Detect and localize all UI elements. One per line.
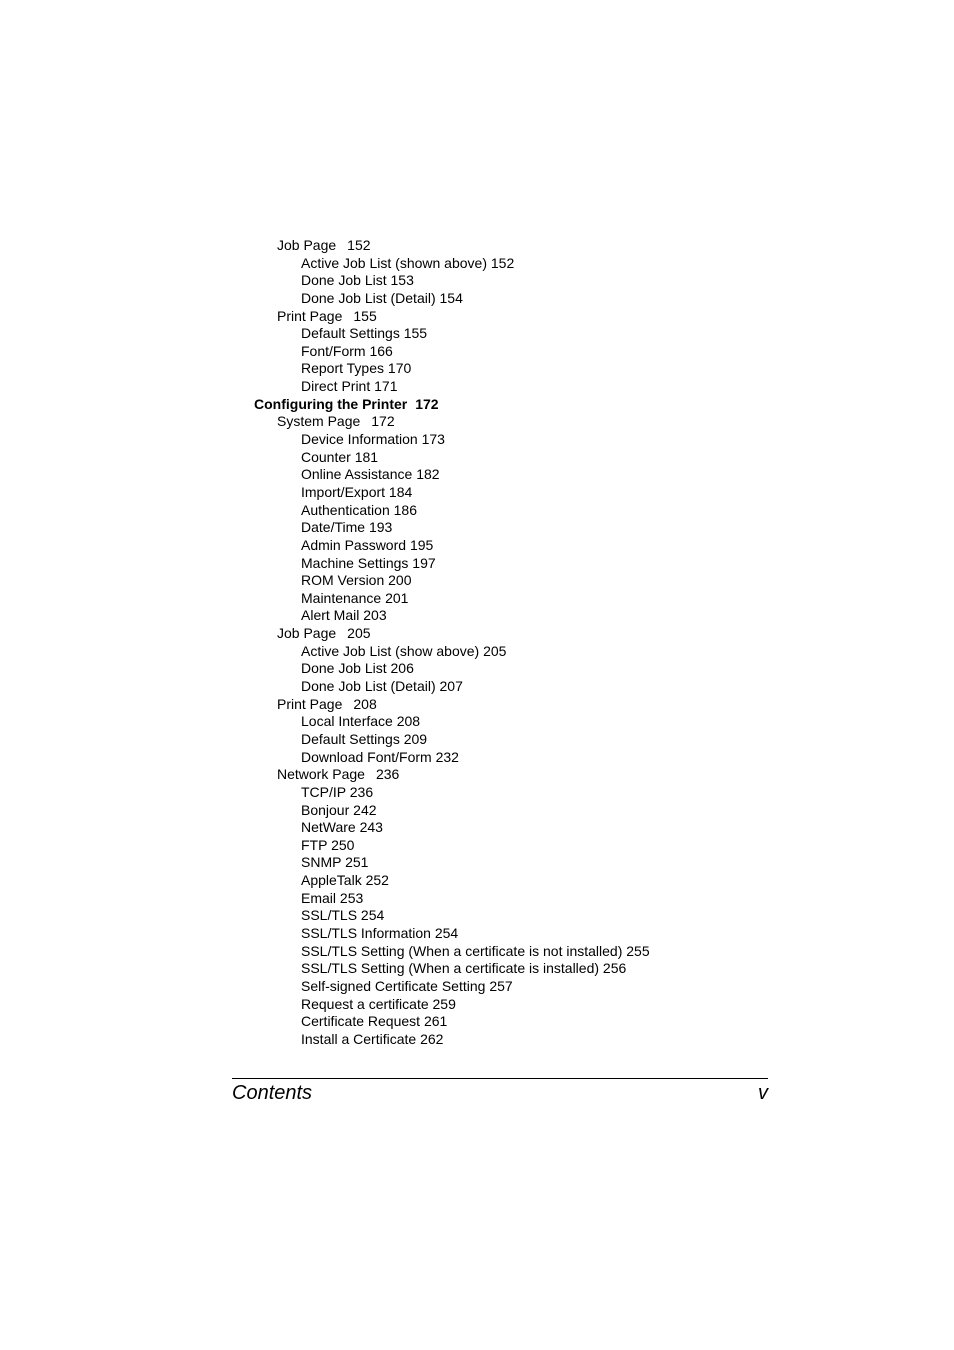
- toc-entry-title: Done Job List (Detail): [301, 678, 436, 695]
- toc-entry-page-number: 236: [349, 783, 374, 800]
- toc-entry-title: Certificate Request: [301, 1013, 421, 1030]
- toc-entry-page-number: 209: [403, 730, 428, 747]
- toc-entry-title: SSL/TLS Setting (When a certificate is not installed): [301, 942, 623, 959]
- toc-entry-title: SSL/TLS Information: [301, 924, 431, 941]
- toc-entry[interactable]: [0, 1031, 954, 1049]
- toc-entry-title: SSL/TLS: [301, 907, 358, 924]
- toc-entry[interactable]: [0, 290, 954, 308]
- toc-entry[interactable]: [0, 396, 954, 414]
- toc-entry-page-number: 166: [369, 342, 393, 359]
- toc-entry[interactable]: [0, 643, 954, 661]
- toc-entry-page-number: 170: [387, 360, 412, 377]
- toc-entry-page-number: 208: [396, 713, 421, 730]
- toc-entry[interactable]: [0, 555, 954, 573]
- toc-entry-title: Counter: [301, 448, 351, 465]
- toc-entry-page-number: 152: [490, 254, 515, 271]
- toc-entry-page-number: 201: [385, 589, 409, 606]
- toc-entry-title: Alert Mail: [301, 607, 360, 624]
- toc-entry-page-number: 195: [409, 536, 434, 553]
- toc-entry[interactable]: [0, 978, 954, 996]
- toc-entry-title: Online Assistance: [301, 466, 413, 483]
- toc-entry-page-number: 203: [363, 607, 387, 624]
- toc-entry[interactable]: [0, 696, 954, 714]
- toc-entry[interactable]: [0, 766, 954, 784]
- toc-entry[interactable]: [0, 325, 954, 343]
- toc-entry[interactable]: [0, 449, 954, 467]
- toc-entry[interactable]: [0, 308, 954, 326]
- toc-entry[interactable]: [0, 784, 954, 802]
- toc-entry[interactable]: [0, 960, 954, 978]
- toc-entry-title: Default Settings: [301, 325, 400, 342]
- toc-entry-title: Network Page: [277, 766, 365, 783]
- toc-entry[interactable]: [0, 925, 954, 943]
- toc-entry[interactable]: [0, 749, 954, 767]
- toc-entry[interactable]: [0, 943, 954, 961]
- toc-entry-title: Install a Certificate: [301, 1030, 417, 1047]
- toc-entry-title: SSL/TLS Setting (When a certificate is installed): [301, 960, 600, 977]
- toc-entry-title: Done Job List: [301, 660, 387, 677]
- toc-entry-page-number: 186: [393, 501, 417, 518]
- toc-entry-title: Date/Time: [301, 519, 366, 536]
- toc-entry[interactable]: [0, 1013, 954, 1031]
- toc-entry[interactable]: [0, 378, 954, 396]
- toc-entry-title: Email: [301, 889, 337, 906]
- footer-page-number: v: [758, 1082, 768, 1104]
- toc-entry[interactable]: [0, 431, 954, 449]
- toc-entry[interactable]: [0, 625, 954, 643]
- toc-entry-title: Machine Settings: [301, 554, 409, 571]
- toc-entry-page-number: 155: [353, 307, 377, 324]
- toc-entry-page-number: 255: [626, 942, 650, 959]
- toc-entry-page-number: 155: [403, 325, 428, 342]
- toc-entry-title: System Page: [277, 413, 361, 430]
- toc-entry-page-number: 181: [354, 448, 379, 465]
- toc-entry-page-number: 184: [388, 483, 413, 500]
- toc-entry-page-number: 172: [371, 413, 395, 430]
- toc-entry[interactable]: [0, 537, 954, 555]
- toc-entry-title: Direct Print: [301, 378, 371, 395]
- toc-entry[interactable]: [0, 819, 954, 837]
- toc-entry-title: Default Settings: [301, 730, 400, 747]
- toc-entry[interactable]: [0, 519, 954, 537]
- toc-entry-page-number: 154: [439, 289, 463, 306]
- toc-entry-title: TCP/IP: [301, 783, 346, 800]
- toc-entry-page-number: 205: [347, 625, 371, 642]
- toc-entry-page-number: 152: [347, 237, 371, 253]
- toc-entry[interactable]: [0, 360, 954, 378]
- toc-entry-page-number: 259: [432, 995, 456, 1012]
- toc-entry-page-number: 153: [390, 272, 414, 289]
- toc-entry-title: Font/Form: [301, 342, 366, 359]
- toc-entry-page-number: 251: [345, 854, 369, 871]
- toc-entry-page-number: 205: [483, 642, 507, 659]
- toc-entry-page-number: 254: [360, 907, 385, 924]
- toc-entry-page-number: 254: [434, 924, 459, 941]
- toc-entry[interactable]: [0, 413, 954, 431]
- toc-entry[interactable]: [0, 255, 954, 273]
- toc-entry-title: Job Page: [277, 237, 337, 253]
- toc-entry-page-number: 242: [353, 801, 377, 818]
- footer-divider: [232, 1078, 768, 1079]
- toc-entry-page-number: 252: [365, 872, 389, 889]
- toc-entry-title: Done Job List: [301, 272, 387, 289]
- toc-entry-title: Device Information: [301, 431, 418, 448]
- toc-entry-title: Print Page: [277, 307, 343, 324]
- toc-entry-title: Authentication: [301, 501, 390, 518]
- footer-section-title: Contents: [232, 1082, 313, 1104]
- toc-entry-title: Report Types: [301, 360, 385, 377]
- toc-entry-title: Request a certificate: [301, 995, 429, 1012]
- toc-entry-page-number: 172: [415, 395, 439, 412]
- toc-entry[interactable]: [0, 590, 954, 608]
- toc-entry-page-number: 262: [420, 1030, 444, 1047]
- toc-entry-page-number: 200: [388, 572, 412, 589]
- toc-entry[interactable]: [0, 802, 954, 820]
- toc-entry-title: Admin Password: [301, 536, 407, 553]
- toc-entry-page-number: 243: [359, 819, 383, 836]
- toc-entry-title: Maintenance: [301, 589, 382, 606]
- toc-entry-page-number: 208: [353, 695, 377, 712]
- toc-entry-title: Print Page: [277, 695, 343, 712]
- toc-entry[interactable]: [0, 713, 954, 731]
- toc-entry-title: Download Font/Form: [301, 748, 432, 765]
- toc-entry-title: AppleTalk: [301, 872, 362, 889]
- toc-entry[interactable]: [0, 237, 954, 255]
- toc-entry-title: SNMP: [301, 854, 342, 871]
- toc-entry-page-number: 236: [375, 766, 400, 783]
- toc-entry[interactable]: [0, 996, 954, 1014]
- toc-entry[interactable]: [0, 272, 954, 290]
- toc-entry-page-number: 197: [412, 554, 436, 571]
- toc-entry-title: Local Interface: [301, 713, 393, 730]
- toc-entry-title: Self-signed Certificate Setting: [301, 977, 486, 994]
- toc-entry[interactable]: [0, 502, 954, 520]
- toc-entry-page-number: 253: [339, 889, 364, 906]
- toc-entry-page-number: 256: [602, 960, 627, 977]
- toc-entry-title: NetWare: [301, 819, 356, 836]
- toc-entry[interactable]: [0, 890, 954, 908]
- toc-entry[interactable]: [0, 837, 954, 855]
- toc-entry[interactable]: [0, 731, 954, 749]
- toc-entry-page-number: 207: [439, 678, 463, 695]
- toc-entry-title: Configuring the Printer: [254, 395, 408, 412]
- toc-entry-page-number: 206: [390, 660, 414, 677]
- toc-entry-page-number: 232: [435, 748, 459, 765]
- toc-entry-title: Import/Export: [301, 483, 386, 500]
- toc-entry[interactable]: [0, 854, 954, 872]
- toc-entry[interactable]: [0, 484, 954, 502]
- toc-entry-title: ROM Version: [301, 572, 385, 589]
- toc-entry[interactable]: [0, 466, 954, 484]
- toc-entry[interactable]: [0, 660, 954, 678]
- toc-entry-title: FTP: [301, 836, 328, 853]
- toc-entry-page-number: 173: [421, 431, 445, 448]
- toc-entry[interactable]: [0, 907, 954, 925]
- toc-entry-page-number: 257: [489, 977, 513, 994]
- toc-entry[interactable]: [0, 872, 954, 890]
- toc-entry-title: Bonjour: [301, 801, 350, 818]
- toc-entry[interactable]: [0, 678, 954, 696]
- toc-entry-page-number: 250: [331, 836, 355, 853]
- toc-entry[interactable]: [0, 572, 954, 590]
- table-of-contents: [0, 237, 954, 1048]
- toc-entry-title: Done Job List (Detail): [301, 289, 436, 306]
- toc-entry-title: Job Page: [277, 625, 337, 642]
- toc-entry-page-number: 193: [368, 519, 393, 536]
- toc-entry[interactable]: [0, 607, 954, 625]
- toc-entry[interactable]: [0, 343, 954, 361]
- toc-entry-title: Active Job List (shown above): [301, 254, 487, 271]
- toc-entry-page-number: 171: [374, 378, 398, 395]
- toc-entry-page-number: 182: [416, 466, 440, 483]
- toc-entry-page-number: 261: [423, 1013, 448, 1030]
- toc-entry-title: Active Job List (show above): [301, 642, 480, 659]
